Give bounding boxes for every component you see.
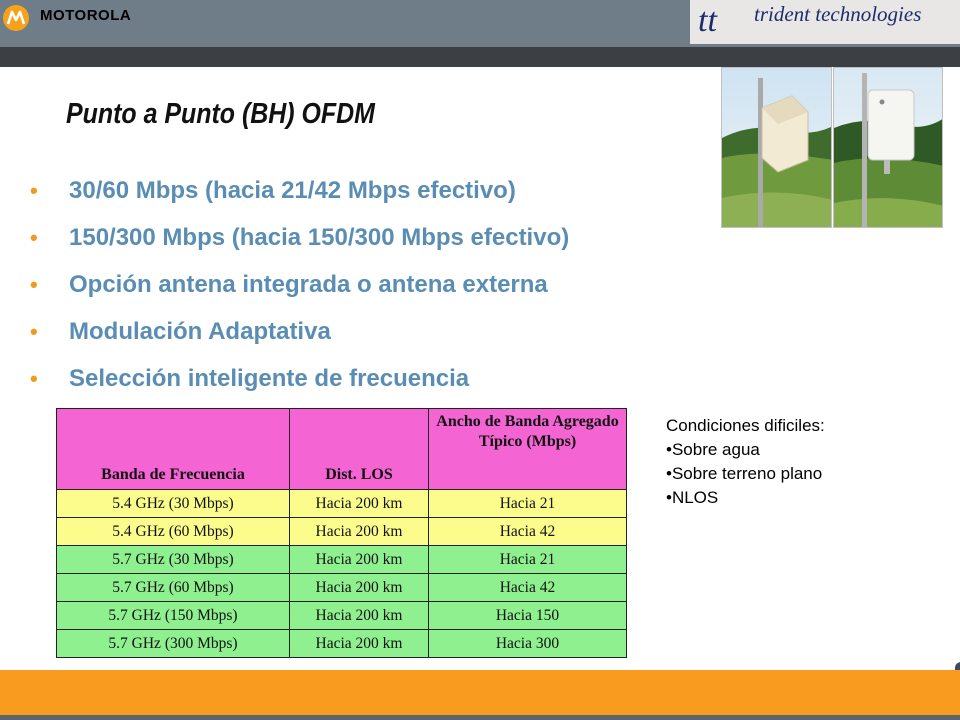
trident-tt-icon: tt — [698, 2, 717, 39]
table-cell-band: 5.4 GHz (60 Mbps) — [57, 518, 290, 546]
motorola-wordmark: MOTOROLA — [40, 7, 132, 24]
footer-band — [0, 670, 960, 715]
table-cell-dist: Hacia 200 km — [290, 630, 429, 658]
table-cell-bw: Hacia 42 — [429, 518, 627, 546]
footer-strip — [0, 715, 960, 720]
table-row — [57, 546, 627, 574]
table-cell-bw: Hacia 150 — [429, 602, 627, 630]
bullet-dot-icon: • — [30, 225, 38, 250]
table-cell-dist: Hacia 200 km — [290, 602, 429, 630]
frequency-table — [56, 408, 627, 658]
bullet-dot-icon: • — [30, 272, 38, 297]
table-row — [57, 602, 627, 630]
table-row — [57, 630, 627, 658]
header-band — [0, 0, 960, 47]
antenna-photos — [721, 67, 943, 228]
trident-wordmark: trident technologies — [754, 2, 922, 26]
slide-title: Punto a Punto (BH) OFDM — [66, 98, 375, 130]
bullet-dot-icon: • — [30, 178, 38, 203]
table-cell-bw: Hacia 21 — [429, 490, 627, 518]
conditions-item: •Sobre terreno plano — [666, 464, 823, 483]
table-header-row — [57, 409, 627, 490]
table-row — [57, 574, 627, 602]
conditions-box — [666, 414, 825, 510]
table-cell-dist: Hacia 200 km — [290, 518, 429, 546]
table-cell-band: 5.4 GHz (30 Mbps) — [57, 490, 290, 518]
table-cell-bw: Hacia 21 — [429, 546, 627, 574]
table-header-bandwidth: Ancho de Banda Agregado Típico (Mbps) — [429, 409, 627, 490]
conditions-item: •NLOS — [666, 488, 719, 507]
conditions-title: Condiciones dificiles: — [666, 416, 825, 435]
bullet-dot-icon: • — [30, 366, 38, 391]
table-row — [57, 518, 627, 546]
trident-logo — [690, 0, 960, 44]
conditions-item: •Sobre agua — [666, 440, 760, 459]
motorola-logo-icon — [3, 5, 29, 31]
table-cell-dist: Hacia 200 km — [290, 574, 429, 602]
table-header-dist: Dist. LOS — [290, 409, 429, 490]
table-cell-band: 5.7 GHz (60 Mbps) — [57, 574, 290, 602]
table-header-band: Banda de Frecuencia — [57, 409, 290, 490]
bullet-dot-icon: • — [30, 319, 38, 344]
header-divider — [0, 47, 960, 67]
table-cell-band: 5.7 GHz (300 Mbps) — [57, 630, 290, 658]
antenna-photo-flat-panel — [721, 67, 832, 228]
table-cell-band: 5.7 GHz (150 Mbps) — [57, 602, 290, 630]
table-cell-dist: Hacia 200 km — [290, 490, 429, 518]
table-cell-bw: Hacia 42 — [429, 574, 627, 602]
table-row — [57, 490, 627, 518]
table-cell-bw: Hacia 300 — [429, 630, 627, 658]
antenna-photo-integrated — [833, 67, 943, 228]
table-cell-band: 5.7 GHz (30 Mbps) — [57, 546, 290, 574]
table-cell-dist: Hacia 200 km — [290, 546, 429, 574]
